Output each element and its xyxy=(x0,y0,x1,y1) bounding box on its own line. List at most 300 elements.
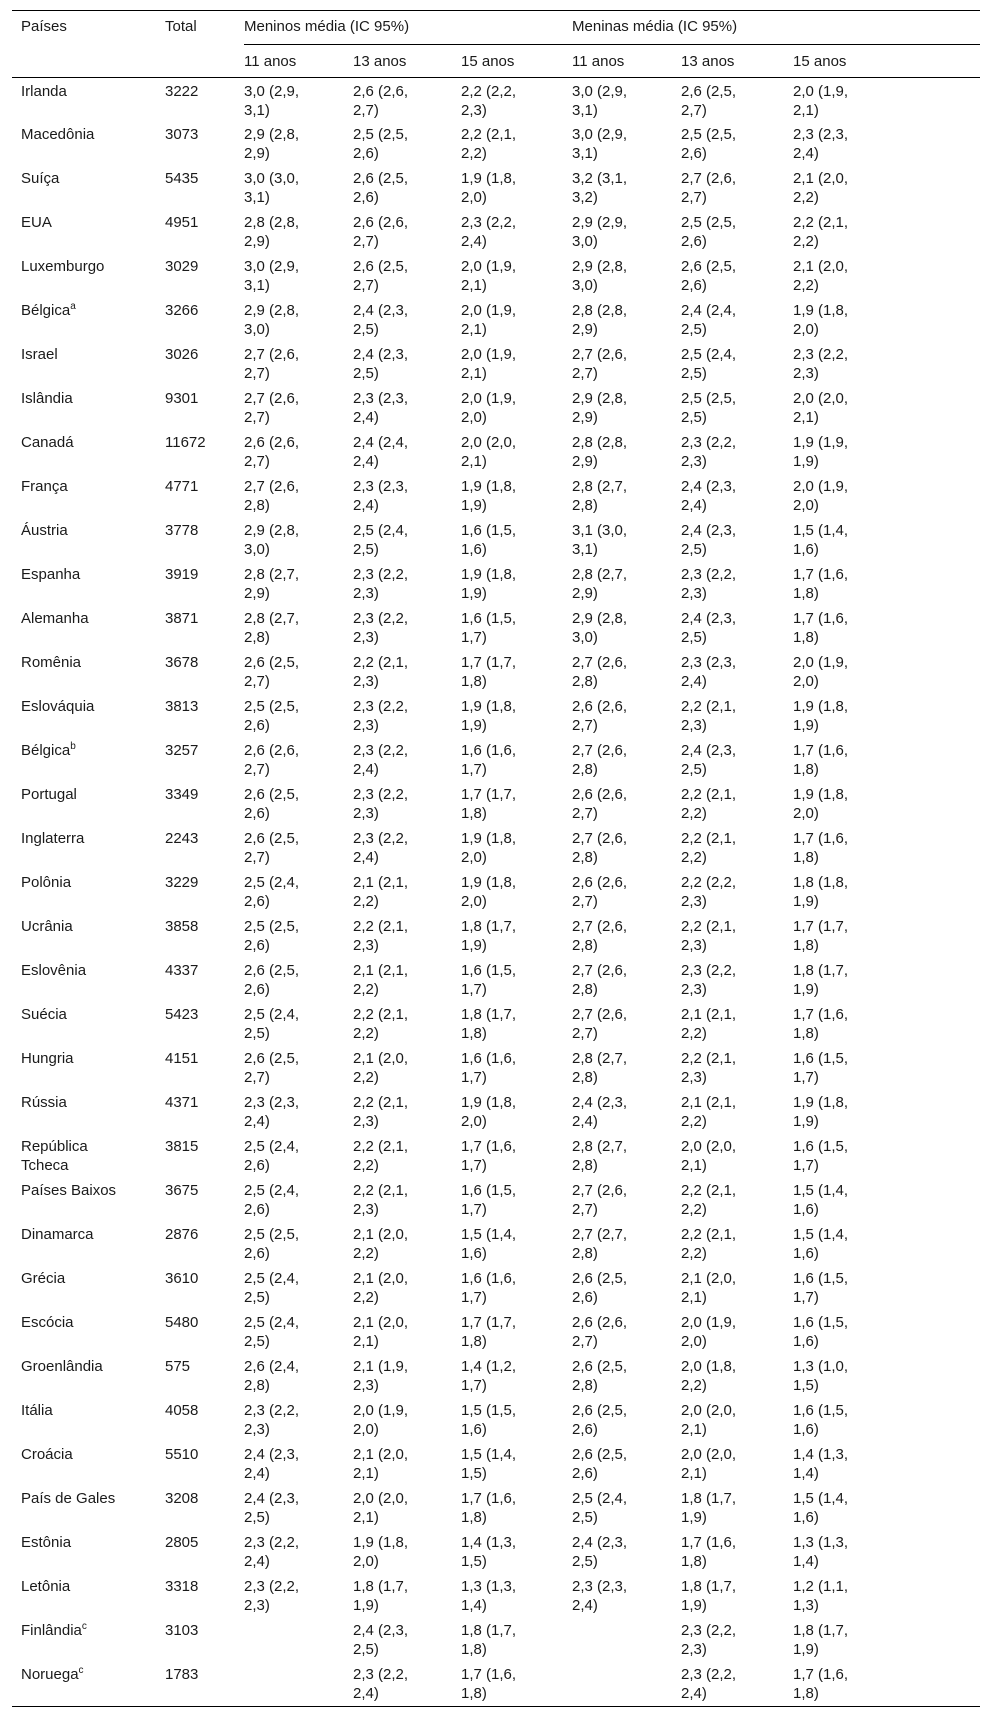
value-text: 1,7 (1,6, 1,8) xyxy=(793,741,849,778)
value-cell xyxy=(793,1134,980,1178)
total-cell: 4151 xyxy=(165,1049,199,1067)
value-cell xyxy=(461,1222,572,1266)
value-text: 1,8 (1,7, 1,9) xyxy=(681,1489,737,1526)
value-text: 2,3 (2,2, 2,4) xyxy=(353,829,409,866)
value-text: 2,7 (2,6, 2,8) xyxy=(572,961,628,998)
country-cell xyxy=(12,1090,165,1134)
value-cell xyxy=(353,1398,461,1442)
value-text: 3,0 (2,9, 3,1) xyxy=(572,83,628,119)
total-cell: 4337 xyxy=(165,961,199,979)
value-text: 2,1 (2,0, 2,2) xyxy=(353,1049,409,1086)
value-text: 1,6 (1,5, 1,6) xyxy=(793,1401,849,1438)
value-cell xyxy=(681,342,793,386)
value-text: 2,9 (2,8, 3,0) xyxy=(572,609,628,646)
value-text: 2,4 (2,3, 2,5) xyxy=(681,609,737,646)
value-cell xyxy=(461,562,572,606)
value-text: 2,1 (2,0, 2,2) xyxy=(353,1225,409,1262)
value-text: 2,3 (2,3, 2,4) xyxy=(353,477,409,514)
value-cell xyxy=(572,1398,681,1442)
country-cell xyxy=(12,1662,165,1707)
country-cell xyxy=(12,254,165,298)
country-cell xyxy=(12,1310,165,1354)
total-cell: 3858 xyxy=(165,917,199,935)
value-cell xyxy=(353,1618,461,1662)
value-cell xyxy=(461,1090,572,1134)
country-cell xyxy=(12,914,165,958)
country-name: Finlândia xyxy=(21,1621,82,1639)
value-text: 2,3 (2,2, 2,4) xyxy=(353,1665,409,1702)
value-text: 2,7 (2,7, 2,8) xyxy=(572,1225,628,1262)
total-cell: 3318 xyxy=(165,1577,199,1595)
value-cell xyxy=(793,1486,980,1530)
value-text: 2,5 (2,4, 2,5) xyxy=(353,521,409,558)
value-text: 2,5 (2,4, 2,5) xyxy=(244,1269,300,1306)
country-name: Macedônia xyxy=(21,125,95,143)
value-text: 2,3 (2,2, 2,3) xyxy=(353,697,409,734)
value-cell xyxy=(461,650,572,694)
value-text: 1,9 (1,9, 1,9) xyxy=(793,433,849,470)
value-text: 2,6 (2,5, 2,7) xyxy=(244,1049,300,1086)
value-text: 1,7 (1,7, 1,8) xyxy=(461,785,517,822)
value-text: 2,2 (2,1, 2,2) xyxy=(681,829,737,866)
country-cell xyxy=(12,870,165,914)
header-empty xyxy=(165,45,244,78)
value-text: 1,8 (1,7, 1,8) xyxy=(461,1005,517,1042)
value-text: 2,0 (1,9, 2,0) xyxy=(461,389,517,426)
value-cell xyxy=(793,1002,980,1046)
value-text: 2,0 (1,9, 2,0) xyxy=(793,653,849,690)
value-cell xyxy=(244,694,353,738)
value-cell xyxy=(793,1662,980,1707)
value-cell xyxy=(681,782,793,826)
value-text: 2,2 (2,1, 2,3) xyxy=(353,1181,409,1218)
value-text: 2,2 (2,2, 2,3) xyxy=(461,83,517,119)
country-name: República Tcheca xyxy=(21,1137,88,1174)
country-cell xyxy=(12,1134,165,1178)
value-cell xyxy=(681,1134,793,1178)
value-cell xyxy=(244,386,353,430)
value-cell xyxy=(572,122,681,166)
value-cell xyxy=(353,122,461,166)
country-name: Israel xyxy=(21,345,58,363)
value-cell xyxy=(461,826,572,870)
value-text: 2,7 (2,6, 2,7) xyxy=(244,389,300,426)
country-name: Hungria xyxy=(21,1049,74,1067)
value-cell xyxy=(353,1310,461,1354)
value-text: 1,6 (1,5, 1,7) xyxy=(461,1181,517,1218)
value-cell xyxy=(793,1398,980,1442)
country-cell xyxy=(12,210,165,254)
value-text: 2,0 (2,0, 2,1) xyxy=(681,1137,737,1174)
value-cell xyxy=(461,1486,572,1530)
value-text: 2,6 (2,5, 2,6) xyxy=(681,257,737,294)
value-cell xyxy=(572,1090,681,1134)
value-text: 1,8 (1,8, 1,9) xyxy=(793,873,849,910)
table-row xyxy=(12,1574,980,1618)
value-cell xyxy=(572,562,681,606)
value-text: 2,5 (2,5, 2,5) xyxy=(681,389,737,426)
value-cell xyxy=(681,1662,793,1707)
value-text: 2,6 (2,5, 2,7) xyxy=(244,829,300,866)
value-cell xyxy=(572,694,681,738)
table-row xyxy=(12,210,980,254)
country-name: Dinamarca xyxy=(21,1225,94,1243)
table-row xyxy=(12,1398,980,1442)
value-text: 2,1 (2,1, 2,2) xyxy=(353,961,409,998)
total-cell: 3871 xyxy=(165,609,199,627)
value-text: 1,5 (1,4, 1,6) xyxy=(793,1225,849,1262)
value-text: 2,2 (2,1, 2,2) xyxy=(681,1225,737,1262)
value-text: 2,6 (2,4, 2,8) xyxy=(244,1357,300,1394)
value-text: 2,9 (2,8, 2,9) xyxy=(572,389,628,426)
value-cell xyxy=(353,518,461,562)
value-cell xyxy=(461,870,572,914)
table-row xyxy=(12,254,980,298)
value-cell xyxy=(244,254,353,298)
value-text: 1,6 (1,6, 1,7) xyxy=(461,1269,517,1306)
value-text: 2,2 (2,1, 2,2) xyxy=(353,1137,409,1174)
value-cell xyxy=(572,870,681,914)
value-text: 2,7 (2,6, 2,8) xyxy=(572,741,628,778)
table-row xyxy=(12,694,980,738)
country-name: Groenlândia xyxy=(21,1357,103,1375)
total-cell: 5423 xyxy=(165,1005,199,1023)
value-cell xyxy=(244,166,353,210)
value-text: 2,1 (2,1, 2,2) xyxy=(681,1093,737,1130)
value-cell xyxy=(461,166,572,210)
value-cell xyxy=(353,78,461,122)
country-cell xyxy=(12,1530,165,1574)
value-cell xyxy=(572,1442,681,1486)
value-text: 2,7 (2,6, 2,8) xyxy=(244,477,300,514)
value-cell xyxy=(244,1530,353,1574)
value-text: 1,6 (1,5, 1,7) xyxy=(461,961,517,998)
total-cell: 3103 xyxy=(165,1621,199,1639)
value-cell xyxy=(681,122,793,166)
value-cell xyxy=(572,474,681,518)
value-text: 2,5 (2,4, 2,5) xyxy=(244,1313,300,1350)
value-text: 1,5 (1,4, 1,5) xyxy=(461,1445,517,1482)
table-row xyxy=(12,1442,980,1486)
value-text: 2,3 (2,2, 2,3) xyxy=(793,345,849,382)
value-cell xyxy=(681,210,793,254)
value-text: 2,4 (2,3, 2,5) xyxy=(681,741,737,778)
value-cell xyxy=(572,1266,681,1310)
value-cell xyxy=(461,386,572,430)
value-text: 2,7 (2,6, 2,7) xyxy=(572,345,628,382)
country-name: Suíça xyxy=(21,169,60,187)
value-cell xyxy=(353,1266,461,1310)
total-cell: 2876 xyxy=(165,1225,199,1243)
country-cell xyxy=(12,1354,165,1398)
table-row xyxy=(12,1354,980,1398)
value-cell xyxy=(793,694,980,738)
value-text: 2,3 (2,2, 2,3) xyxy=(681,961,737,998)
header-empty xyxy=(12,45,165,78)
header-age-girls-13: 13 anos xyxy=(681,45,793,78)
country-cell xyxy=(12,1486,165,1530)
table-row xyxy=(12,518,980,562)
country-cell xyxy=(12,562,165,606)
table-row xyxy=(12,782,980,826)
country-name: Itália xyxy=(21,1401,53,1419)
value-text: 1,2 (1,1, 1,3) xyxy=(793,1577,849,1614)
value-text: 2,0 (1,9, 2,1) xyxy=(793,83,849,119)
value-cell xyxy=(461,1398,572,1442)
value-text: 2,6 (2,5, 2,6) xyxy=(572,1445,628,1482)
value-text: 2,2 (2,1, 2,3) xyxy=(681,917,737,954)
footnote-marker: c xyxy=(78,1664,84,1676)
value-text: 2,0 (2,0, 2,1) xyxy=(353,1489,409,1526)
country-cell xyxy=(12,518,165,562)
value-text: 2,0 (1,8, 2,2) xyxy=(681,1357,737,1394)
value-text: 1,3 (1,3, 1,4) xyxy=(461,1577,517,1614)
value-cell xyxy=(244,958,353,1002)
value-text: 2,4 (2,3, 2,5) xyxy=(572,1533,628,1570)
table-row xyxy=(12,386,980,430)
value-text: 2,8 (2,8, 2,9) xyxy=(572,301,628,338)
value-text: 2,2 (2,1, 2,3) xyxy=(681,1049,737,1086)
value-cell xyxy=(244,122,353,166)
value-text: 1,9 (1,8, 1,9) xyxy=(461,565,517,602)
value-text: 2,7 (2,6, 2,8) xyxy=(572,917,628,954)
value-text: 3,0 (2,9, 3,1) xyxy=(572,125,628,162)
value-text: 2,6 (2,5, 2,6) xyxy=(572,1269,628,1306)
footnote-marker: a xyxy=(70,300,76,312)
table-row xyxy=(12,958,980,1002)
value-cell xyxy=(461,694,572,738)
value-text: 2,3 (2,2, 2,3) xyxy=(353,609,409,646)
value-text: 2,8 (2,8, 2,9) xyxy=(572,433,628,470)
value-cell xyxy=(793,870,980,914)
value-text: 1,3 (1,3, 1,4) xyxy=(793,1533,849,1570)
value-cell xyxy=(793,430,980,474)
total-cell: 5510 xyxy=(165,1445,199,1463)
table-row xyxy=(12,738,980,782)
value-text: 3,0 (3,0, 3,1) xyxy=(244,169,300,206)
value-text: 1,6 (1,5, 1,7) xyxy=(793,1137,849,1174)
value-text: 2,7 (2,6, 2,7) xyxy=(244,345,300,382)
country-cell xyxy=(12,1002,165,1046)
value-text: 1,6 (1,5, 1,7) xyxy=(793,1269,849,1306)
value-cell xyxy=(244,606,353,650)
value-text: 2,2 (2,1, 2,2) xyxy=(793,213,849,250)
value-cell xyxy=(793,342,980,386)
value-cell xyxy=(681,430,793,474)
value-cell xyxy=(461,1662,572,1707)
value-cell xyxy=(572,430,681,474)
table-row xyxy=(12,1090,980,1134)
value-text: 2,3 (2,2, 2,3) xyxy=(681,433,737,470)
value-text: 1,7 (1,7, 1,8) xyxy=(461,653,517,690)
value-text: 1,9 (1,8, 1,9) xyxy=(793,1093,849,1130)
table-row xyxy=(12,1486,980,1530)
value-text: 1,7 (1,6, 1,8) xyxy=(793,1005,849,1042)
value-cell xyxy=(461,1046,572,1090)
value-cell xyxy=(244,430,353,474)
footnote-marker: b xyxy=(70,740,76,752)
country-name: Irlanda xyxy=(21,83,67,100)
country-name: Espanha xyxy=(21,565,81,583)
value-cell xyxy=(793,650,980,694)
country-name: Croácia xyxy=(21,1445,73,1463)
value-text: 2,9 (2,8, 3,0) xyxy=(244,301,300,338)
value-text: 2,1 (2,0, 2,2) xyxy=(353,1269,409,1306)
value-text: 1,9 (1,8, 2,0) xyxy=(461,1093,517,1130)
table-row xyxy=(12,1178,980,1222)
value-cell xyxy=(793,210,980,254)
value-text: 3,1 (3,0, 3,1) xyxy=(572,521,628,558)
total-cell: 9301 xyxy=(165,389,199,407)
value-cell xyxy=(793,1090,980,1134)
value-text: 1,7 (1,6, 1,8) xyxy=(681,1533,737,1570)
value-cell xyxy=(461,430,572,474)
value-cell xyxy=(572,826,681,870)
value-cell xyxy=(244,518,353,562)
value-text: 3,2 (3,1, 3,2) xyxy=(572,169,628,206)
value-text: 2,3 (2,2, 2,4) xyxy=(461,213,517,250)
value-cell xyxy=(572,650,681,694)
value-cell xyxy=(244,1222,353,1266)
value-cell xyxy=(461,1178,572,1222)
total-cell: 3815 xyxy=(165,1137,199,1155)
value-cell xyxy=(244,1310,353,1354)
value-text: 1,9 (1,8, 1,9) xyxy=(793,697,849,734)
value-cell xyxy=(353,1178,461,1222)
country-cell xyxy=(12,430,165,474)
table-row xyxy=(12,1618,980,1662)
value-text: 1,5 (1,5, 1,6) xyxy=(461,1401,517,1438)
table-row xyxy=(12,1046,980,1090)
value-cell xyxy=(681,1090,793,1134)
value-text: 2,7 (2,6, 2,8) xyxy=(572,653,628,690)
value-text: 2,4 (2,4, 2,5) xyxy=(681,301,737,338)
header-total: Total xyxy=(165,11,244,45)
value-cell xyxy=(353,738,461,782)
value-cell xyxy=(461,1310,572,1354)
value-text: 1,7 (1,6, 1,8) xyxy=(461,1665,517,1702)
value-text: 2,3 (2,2, 2,3) xyxy=(681,1621,737,1658)
table-row xyxy=(12,1134,980,1178)
value-cell xyxy=(244,1090,353,1134)
value-text: 2,8 (2,8, 2,9) xyxy=(244,213,300,250)
value-text: 2,0 (1,9, 2,1) xyxy=(461,301,517,338)
value-text: 2,3 (2,3, 2,4) xyxy=(244,1093,300,1130)
value-text: 1,9 (1,8, 1,9) xyxy=(461,697,517,734)
value-text: 2,1 (2,1, 2,2) xyxy=(353,873,409,910)
value-cell xyxy=(793,78,980,122)
value-cell xyxy=(793,122,980,166)
value-cell xyxy=(572,782,681,826)
value-text: 2,4 (2,3, 2,5) xyxy=(244,1489,300,1526)
value-cell xyxy=(793,914,980,958)
value-cell xyxy=(793,386,980,430)
header-row-groups xyxy=(12,11,980,45)
value-cell xyxy=(353,606,461,650)
value-text: 2,1 (2,0, 2,1) xyxy=(353,1445,409,1482)
value-cell xyxy=(244,1002,353,1046)
table-row xyxy=(12,826,980,870)
header-age-boys-15: 15 anos xyxy=(461,45,572,78)
value-text: 1,8 (1,7, 1,9) xyxy=(793,961,849,998)
value-cell xyxy=(244,562,353,606)
value-cell xyxy=(572,1178,681,1222)
value-cell xyxy=(353,870,461,914)
value-cell xyxy=(572,386,681,430)
value-cell xyxy=(681,1530,793,1574)
value-text: 2,6 (2,6, 2,7) xyxy=(572,785,628,822)
value-text: 2,4 (2,4, 2,4) xyxy=(353,433,409,470)
table-row xyxy=(12,914,980,958)
value-cell xyxy=(353,1442,461,1486)
value-text: 1,6 (1,6, 1,7) xyxy=(461,741,517,778)
value-text: 2,6 (2,5, 2,7) xyxy=(244,653,300,690)
table-row xyxy=(12,342,980,386)
country-cell xyxy=(12,958,165,1002)
value-text: 2,2 (2,1, 2,3) xyxy=(681,697,737,734)
value-cell xyxy=(461,254,572,298)
total-cell: 1783 xyxy=(165,1662,244,1707)
country-name: Letônia xyxy=(21,1577,71,1595)
value-text: 2,2 (2,2, 2,3) xyxy=(681,873,737,910)
value-cell xyxy=(681,694,793,738)
country-name: Bélgica xyxy=(21,301,71,319)
value-cell xyxy=(572,1222,681,1266)
value-cell xyxy=(681,298,793,342)
value-text: 2,7 (2,6, 2,7) xyxy=(572,1005,628,1042)
value-cell xyxy=(572,1134,681,1178)
value-cell xyxy=(793,1618,980,1662)
value-cell xyxy=(681,738,793,782)
value-text: 2,5 (2,5, 2,6) xyxy=(681,213,737,250)
header-age-girls-11: 11 anos xyxy=(572,45,681,78)
value-cell xyxy=(681,1222,793,1266)
value-text: 2,1 (1,9, 2,3) xyxy=(353,1357,409,1394)
value-cell xyxy=(244,1662,353,1707)
value-cell xyxy=(572,1002,681,1046)
country-name: Rússia xyxy=(21,1093,67,1111)
value-text: 2,8 (2,7, 2,9) xyxy=(244,565,300,602)
value-text: 1,9 (1,8, 1,9) xyxy=(461,477,517,514)
value-cell xyxy=(681,1398,793,1442)
value-text: 1,8 (1,7, 1,9) xyxy=(461,917,517,954)
value-text: 2,9 (2,8, 3,0) xyxy=(244,521,300,558)
value-text: 1,5 (1,4, 1,6) xyxy=(793,1181,849,1218)
value-cell xyxy=(681,1310,793,1354)
total-cell: 3257 xyxy=(165,741,199,759)
value-text: 1,8 (1,7, 1,9) xyxy=(793,1621,849,1658)
value-text: 1,7 (1,6, 1,8) xyxy=(793,609,849,646)
value-cell xyxy=(461,1134,572,1178)
country-cell xyxy=(12,342,165,386)
total-cell: 2243 xyxy=(165,829,199,847)
value-text: 2,6 (2,5, 2,8) xyxy=(572,1357,628,1394)
country-cell xyxy=(12,782,165,826)
total-cell: 3229 xyxy=(165,873,199,891)
value-cell xyxy=(681,1618,793,1662)
total-cell: 3813 xyxy=(165,697,199,715)
total-cell: 3675 xyxy=(165,1181,199,1199)
value-cell xyxy=(572,1662,681,1707)
country-name: Eslováquia xyxy=(21,697,95,715)
value-cell xyxy=(244,1442,353,1486)
value-text: 2,3 (2,2, 2,3) xyxy=(244,1577,300,1614)
country-name: França xyxy=(21,477,68,495)
value-cell xyxy=(461,1442,572,1486)
value-text: 2,1 (2,0, 2,2) xyxy=(793,169,849,206)
value-text: 2,4 (2,3, 2,5) xyxy=(353,301,409,338)
value-cell xyxy=(353,562,461,606)
